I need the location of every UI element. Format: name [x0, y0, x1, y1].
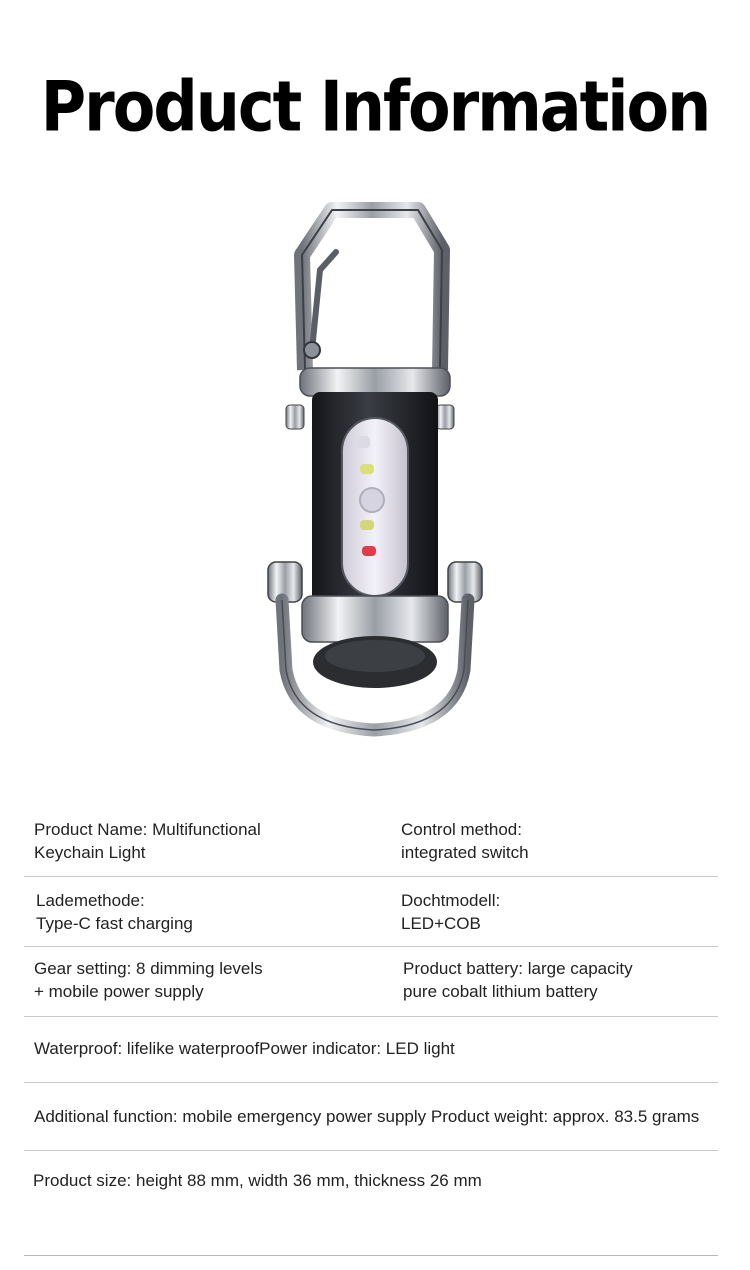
page-title: Product Information: [40, 65, 710, 148]
spec-wick-model: Dochtmodell: LED+COB: [401, 891, 501, 933]
spec-waterproof: Waterproof: lifelike waterproofPower indicator: LED light: [34, 1039, 455, 1058]
spec-gear-setting: Gear setting: 8 dimming levels + mobile power supply: [34, 959, 263, 1001]
spec-row: [24, 947, 718, 1017]
spec-additional-function: Additional function: mobile emergency power supply Product weight: approx. 83.5 grams: [34, 1107, 700, 1126]
spec-charging-method: Lademethode: Type-C fast charging: [36, 891, 193, 933]
spec-product-size: Product size: height 88 mm, width 36 mm, thickness 26 mm: [33, 1171, 482, 1190]
spec-row: [24, 1151, 718, 1256]
spec-row: [24, 806, 718, 877]
spec-row: [24, 877, 718, 947]
spec-row: [24, 1083, 718, 1151]
spec-control-method: Control method: integrated switch: [401, 820, 529, 862]
spec-row: [24, 1017, 718, 1083]
spec-battery: Product battery: large capacity pure cobalt lithium battery: [403, 959, 633, 1001]
spec-product-name: Product Name: Multifunctional Keychain Light: [34, 820, 261, 862]
